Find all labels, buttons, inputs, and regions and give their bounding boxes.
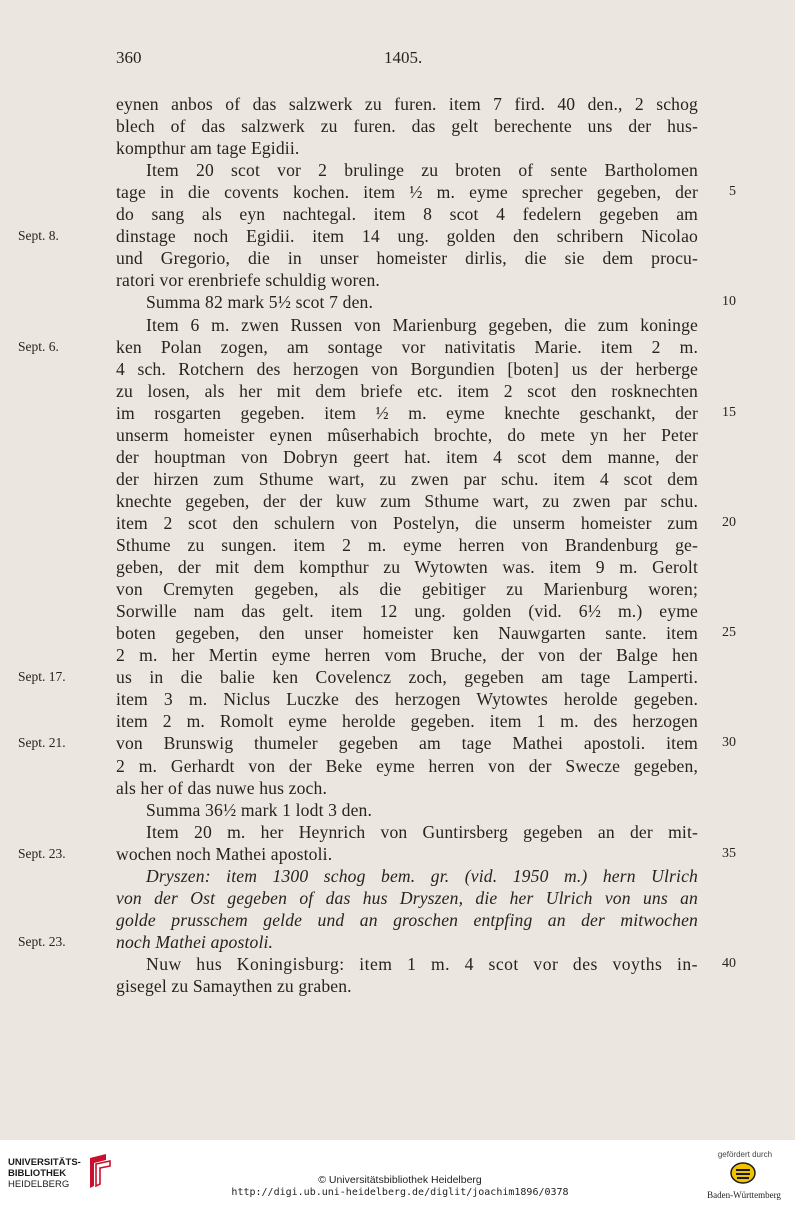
text-line: item 3 m. Niclus Luczke des herzogen Wytowtes herolde gegeben. [116, 689, 698, 710]
text-line: 2 m. Gerhardt von der Beke eyme herren von der Swecze gegeben, [116, 755, 698, 776]
text-line: dinstage noch Egidii. item 14 ung. golden den schribern Nicolao [116, 226, 698, 247]
text-line: von Cremyten gegeben, als die gebitiger zu Marienburg woren; [116, 579, 698, 600]
line-number: 40 [722, 955, 736, 971]
text-line: tage in die covents kochen. item ½ m. eyme sprecher gegeben, der [116, 182, 698, 203]
margin-date: Sept. 8. [18, 228, 59, 244]
text-line: und Gregorio, die in unser homeister dirlis, die sie dem procu- [116, 248, 698, 269]
line-number: 25 [722, 625, 736, 641]
library-logo-text: UNIVERSITÄTS- BIBLIOTHEK HEIDELBERG [8, 1157, 81, 1190]
text-line: Nuw hus Koningisburg: item 1 m. 4 scot vor des voyths in- [146, 953, 698, 974]
source-url-link[interactable]: http://digi.ub.uni-heidelberg.de/diglit/joachim1896/0378 [231, 1187, 569, 1198]
text-line: Item 20 scot vor 2 brulinge zu broten of sente Bartholomen [146, 160, 698, 181]
state-emblem-icon [728, 1160, 758, 1186]
running-year: 1405. [384, 48, 423, 67]
copyright-text: © Universitätsbibliothek Heidelberg [318, 1174, 482, 1186]
line-number: 15 [722, 404, 736, 420]
line-number: 35 [722, 845, 736, 861]
page-header [116, 48, 675, 70]
text-line: Dryszen: item 1300 schog bem. gr. (vid. 1950 m.) hern Ulrich [146, 865, 698, 886]
text-line: kompthur am tage Egidii. [116, 138, 300, 159]
text-line: golde prusschem gelde und an groschen entpfing an der mitwochen [116, 909, 698, 930]
margin-date: Sept. 23. [18, 933, 66, 949]
text-line: 2 m. her Mertin eyme herren vom Bruche, der von der Balge hen [116, 645, 698, 666]
text-line: von Brunswig thumeler gegeben am tage Mathei apostoli. item [116, 733, 698, 754]
text-line: 4 sch. Rotchern des herzogen von Borgundien [boten] us der herberge [116, 358, 698, 379]
text-line: eynen anbos of das salzwerk zu furen. item 7 fird. 40 den., 2 schog [116, 94, 698, 114]
text-line: blech of das salzwerk zu furen. das gelt berechente uns der hus- [116, 116, 698, 137]
text-line: Item 6 m. zwen Russen von Marienburg gegeben, die zum koninge [146, 314, 698, 335]
state-name: Baden-Württemberg [707, 1190, 781, 1200]
footer [0, 1140, 795, 1205]
text-line: Sorwille nam das gelt. item 12 ung. golden (vid. 6½ m.) eyme [116, 601, 698, 622]
margin-date: Sept. 21. [18, 735, 66, 751]
text-line: Sthume zu sungen. item 2 m. eyme herren von Brandenburg ge- [116, 535, 698, 555]
line-number: 30 [722, 735, 736, 751]
line-number: 20 [722, 514, 736, 530]
text-line: Summa 36½ mark 1 lodt 3 den. [146, 799, 373, 820]
page-number: 360 [116, 48, 142, 67]
text-line: ken Polan zogen, am sontage vor nativitatis Marie. item 2 m. [116, 336, 698, 357]
text-line: Item 20 m. her Heynrich von Guntirsberg gegeben an der mit- [146, 821, 698, 842]
text-line: wochen noch Mathei apostoli. [116, 843, 333, 864]
text-line: gisegel zu Samaythen zu graben. [116, 976, 352, 996]
funded-by-label: gefördert durch [717, 1150, 773, 1159]
text-line: der houptman von Dobryn geert hat. item 4 scot dem manne, der [116, 446, 698, 467]
text-line: noch Mathei apostoli. [116, 931, 274, 952]
text-line: als her of das nuwe hus zoch. [116, 777, 328, 798]
text-line: zu losen, als her mit dem briefe etc. item 2 scot den rosknechten [116, 380, 698, 401]
text-line: boten gegeben, den unser homeister ken Nauwgarten sante. item [116, 623, 698, 644]
text-line: item 2 scot den schulern von Postelyn, die unserm homeister zum [116, 512, 698, 533]
library-logo-icon [80, 1152, 114, 1192]
text-line: im rosgarten gegeben. item ½ m. eyme knechte geschankt, der [116, 402, 698, 423]
margin-date: Sept. 17. [18, 669, 66, 685]
text-line: item 2 m. Romolt eyme herolde gegeben. item 1 m. des herzogen [116, 711, 698, 732]
text-line: Summa 82 mark 5½ scot 7 den. [146, 292, 374, 313]
margin-date: Sept. 23. [18, 845, 66, 861]
text-line: us in die balie ken Covelencz zoch, gegeben am tage Lamperti. [116, 667, 698, 688]
line-number: 5 [729, 184, 736, 200]
text-line: von der Ost gegeben of das hus Dryszen, die her Ulrich von uns an [116, 887, 698, 908]
text-line: der hirzen zum Sthume wart, zu zwen par schu. item 4 scot dem [116, 468, 698, 489]
text-line: unserm homeister eynen mûserhabich brochte, do mete yn her Peter [116, 424, 698, 445]
margin-date: Sept. 6. [18, 338, 59, 354]
text-line: knechte gegeben, der der kuw zum Sthume wart, zu zwen par schu. [116, 490, 698, 511]
line-number: 10 [722, 294, 736, 310]
text-line: geben, der mit dem kompthur zu Wytowten was. item 9 m. Gerolt [116, 557, 698, 578]
text-line: do sang als eyn nachtegal. item 8 scot 4 fedelern gegeben am [116, 204, 698, 225]
text-line: ratori vor erenbriefe schuldig woren. [116, 270, 380, 291]
